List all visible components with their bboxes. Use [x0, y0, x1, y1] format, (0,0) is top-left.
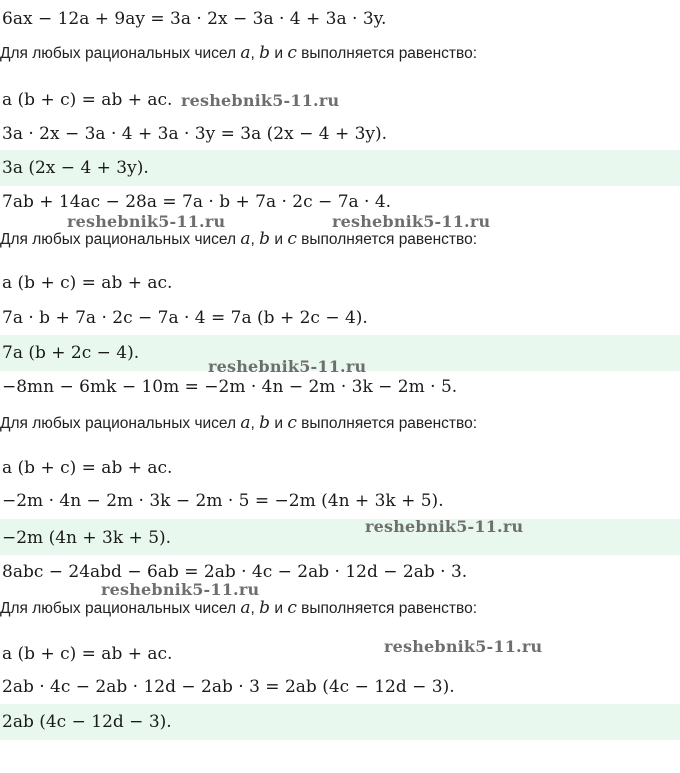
watermark: reshebnik5-11.ru [384, 637, 543, 656]
watermark: reshebnik5-11.ru [365, 517, 524, 536]
answer-1: 3a (2x − 4 + 3y). [2, 158, 149, 178]
distributive-law-2: a (b + c) = ab + ac. [2, 273, 173, 293]
watermark: reshebnik5-11.ru [67, 212, 226, 231]
watermark: reshebnik5-11.ru [101, 580, 260, 599]
watermark: reshebnik5-11.ru [332, 212, 491, 231]
rule-text-3: Для любых рациональных чисел a, b и c выполняется равенство: [0, 413, 478, 433]
answer-highlight-4 [0, 704, 680, 740]
answer-2: 7a (b + 2c − 4). [2, 343, 140, 363]
task-4-expression: 8abc − 24abd − 6ab = 2ab · 4c − 2ab · 12d − 2ab · 3. [2, 562, 468, 582]
answer-4: 2ab (4c − 12d − 3). [2, 712, 172, 732]
answer-highlight-1 [0, 150, 680, 186]
step-3: −2m · 4n − 2m · 3k − 2m · 5 = −2m (4n + 3k + 5). [2, 491, 444, 511]
watermark: reshebnik5-11.ru [208, 357, 367, 376]
step-4: 2ab · 4c − 2ab · 12d − 2ab · 3 = 2ab (4c − 12d − 3). [2, 677, 455, 697]
rule-text-1: Для любых рациональных чисел a, b и c выполняется равенство: [0, 43, 478, 63]
task-3-expression: −8mn − 6mk − 10m = −2m · 4n − 2m · 3k − 2m · 5. [2, 377, 458, 397]
distributive-law-4: a (b + c) = ab + ac. [2, 644, 173, 664]
answer-3: −2m (4n + 3k + 5). [2, 528, 172, 548]
watermark: reshebnik5-11.ru [181, 91, 340, 110]
rule-text-2: Для любых рациональных чисел a, b и c выполняется равенство: [0, 229, 478, 249]
step-1: 3a · 2x − 3a · 4 + 3a · 3y = 3a (2x − 4 + 3y). [2, 124, 388, 144]
answer-highlight-3 [0, 519, 680, 555]
distributive-law-3: a (b + c) = ab + ac. [2, 458, 173, 478]
rule-text-4: Для любых рациональных чисел a, b и c выполняется равенство: [0, 598, 478, 618]
task-2-expression: 7ab + 14ac − 28a = 7a · b + 7a · 2c − 7a · 4. [2, 192, 392, 212]
task-1-expression: 6ax − 12a + 9ay = 3a · 2x − 3a · 4 + 3a · 3y. [2, 9, 387, 29]
step-2: 7a · b + 7a · 2c − 7a · 4 = 7a (b + 2c − 4). [2, 308, 368, 328]
distributive-law-1: a (b + c) = ab + ac. [2, 90, 173, 110]
